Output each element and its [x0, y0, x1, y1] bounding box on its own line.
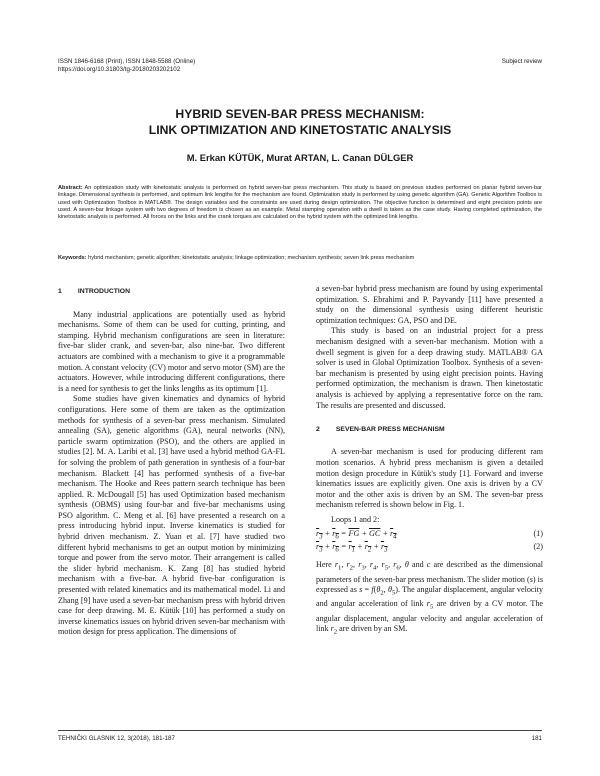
loops-label: Loops 1 and 2: — [331, 514, 380, 524]
abstract-label: Abstract: — [58, 185, 83, 191]
equation-1 — [316, 529, 543, 542]
abstract — [58, 185, 542, 222]
paragraph: a seven-bar hybrid press mechanism are found by using experimental optimization. S. Ebrahimi and P. Payvandy [11] have presented a study on the dimensional synthesis using different heuristic optimization techniques: GA, PSO and DE. — [316, 284, 543, 325]
keywords-label: Keywords: — [58, 255, 87, 261]
keywords — [58, 255, 542, 262]
section-heading-seven-bar — [316, 425, 543, 436]
paragraph: A seven-bar mechanism is used for producing different ram motion scenarios. A hybrid press mechanism is given a detailed motion design procedure in Kütük's study [1]. Forward and inverse kinematics issues are explicitly given. One axis is driven by a CV motor and the other axis is driven by an SM. The seven-bar press mechanism referred is shown below in Fig. 1. — [316, 447, 543, 510]
author-list: M. Erkan KÜTÜK, Murat ARTAN, L. Canan DÜLGER — [186, 152, 414, 163]
keywords-text: hybrid mechanism; genetic algorithm; kinetostatic analysis; linkage optimization; mechanism synthesis; seven link press mechanism — [88, 255, 415, 261]
equation-body: $r_3 + r_6 = \overline{FG} + \overline{GC} + r_4$ — [316, 529, 397, 542]
title-line-1: HYBRID SEVEN-BAR PRESS MECHANISM: — [175, 107, 425, 121]
equation-number: (1) — [533, 529, 543, 539]
abstract-text: An optimization study with kinetostatic analysis is performed on hybrid seven-bar press mechanism. This study is based on previous studies performed on planar hybrid seven-bar linkage. Dimensional synthesis is performed, and optimum link lengths for the mechanism are found. Optimization study is performed by using genetic algorithm (GA). Genetic Algorithm Toolbox is used with Optimization Toolbox in MATLAB®. The design variables and the constraints are used during design optimization. The objective function is determined and eight precision points are used. A seven-bar linkage system with two degrees of freedom is chosen as an example. Metal stamping operation with a dwell is taken as the case study. Having completed optimization, the kinetostatic analysis is performed. All forces on the links and the crank torques are calculated on the hybrid system with the optimized link lengths. — [58, 185, 543, 221]
left-column — [58, 284, 285, 638]
article-category: Subject review — [501, 58, 542, 65]
doi-link[interactable]: https://doi.org/10.31803/tg-20180203202102 — [58, 66, 181, 74]
section-heading-introduction — [58, 287, 285, 298]
section-title: INTRODUCTION — [77, 288, 130, 295]
equation-body: $r_3 + r_6 = r_1 + r_2 + r_3$ — [316, 541, 388, 554]
journal-citation: TEHNIČKI GLASNIK 12, 3(2018), 181-187 — [58, 735, 175, 742]
paper-title — [0, 107, 600, 138]
page-number: 181 — [531, 735, 542, 742]
footer-divider — [58, 730, 542, 731]
issn-line: ISSN 1846-6168 (Print), ISSN 1848-5588 (Online) — [58, 58, 196, 65]
right-column — [316, 284, 543, 638]
section-number: 1 — [58, 288, 62, 295]
header-info — [58, 58, 195, 75]
section-title: SEVEN-BAR PRESS MECHANISM — [335, 425, 445, 433]
section-number: 2 — [316, 425, 320, 433]
title-line-2: LINK OPTIMIZATION AND KINETOSTATIC ANALYSIS — [148, 122, 452, 137]
paragraph: Some studies have given kinematics and dynamics of hybrid configurations. Here some of them are taken as the optimization methods for synthesis of a seven-bar press mechanism. Simulated annealing (SA), genetic algorithms (GA), neural networks (NN), particle swarm optimization (PSO), and the others are applied in studies [2]. M. A. Laribi et al. [3] have used a hybrid method GA-FL for solving the problem of path generation in synthesis of a four-bar mechanism. Blackett [4] has performed synthesis of a five-bar mechanism. The Hooke and Rees pattern search technique has been applied. R. McDougall [5] has used Optimization based mechanism synthesis (OBMS) using four-bar and five-bar mechanisms using PSO algorithm. C. Meng et al. [6] have presented a research on a press introducing hybrid input. Inverse kinematics is studied for hybrid driven mechanism. Z. Yuan et al. [7] have studied two different hybrid mechanisms to get an output motion by minimizing torque and power from the servo motor. Their arrangement is called the slider hybrid mechanism. K. Zang [8] has studied hybrid mechanism with a five-bar. A hybrid five-bar configuration is presented with related kinematics and its mathematical model. Li and Zhang [9] have used a seven-bar mechanism press with hybrid driven case for deep drawing. M. E. Kütük [10] has performed a study on inverse kinematics issues on hybrid driven seven-bar mechanism with motion design for press application. The dimensions of — [58, 394, 285, 637]
paragraph: Here $r_1$, $r_2$, $r_3$, $r_4$, $r_5$, $r_6$, θ and c are described as the dimensional parameters of the seven-bar press mechanism. The slider motion (s) is expressed as $s = f(\theta_2$, $\theta_5$). The angular displacement, angular velocity and angular acceleration of link $r_5$ are driven by a CV motor. The angular displacement, angular velocity and angular acceleration of link $r_2$ are driven by an SM. — [316, 560, 544, 636]
paragraph: This study is based on an industrial project for a press mechanism designed with a seven-bar mechanism. Motion with a dwell segment is given for a deep drawing study. MATLAB® GA solver is used in Global Optimization Toolbox. Synthesis of a seven-bar mechanism is presented by using eight precision points. Having performed optimization, the mechanism is drawn. Then kinetostatic analysis is achieved by applying a representative force on the ram. The results are presented and discussed. — [316, 326, 543, 410]
paragraph: Many industrial applications are potentially used as hybrid mechanisms. Some of them can be used for cutting, printing, and stamping. Hybrid mechanism configurations are seen in literature: five-bar slider crank, and seven-bar, also nine-bar. Two different actuators are combined with a mechanism to give it a programmable motion. A constant velocity (CV) motor and servo motor (SM) are the actuators. However, while introducing different configurations, there is a need for synthesis to get the links lengths as its optimum [1]. — [58, 309, 285, 393]
equation-2 — [316, 542, 543, 555]
equation-number: (2) — [533, 541, 543, 551]
